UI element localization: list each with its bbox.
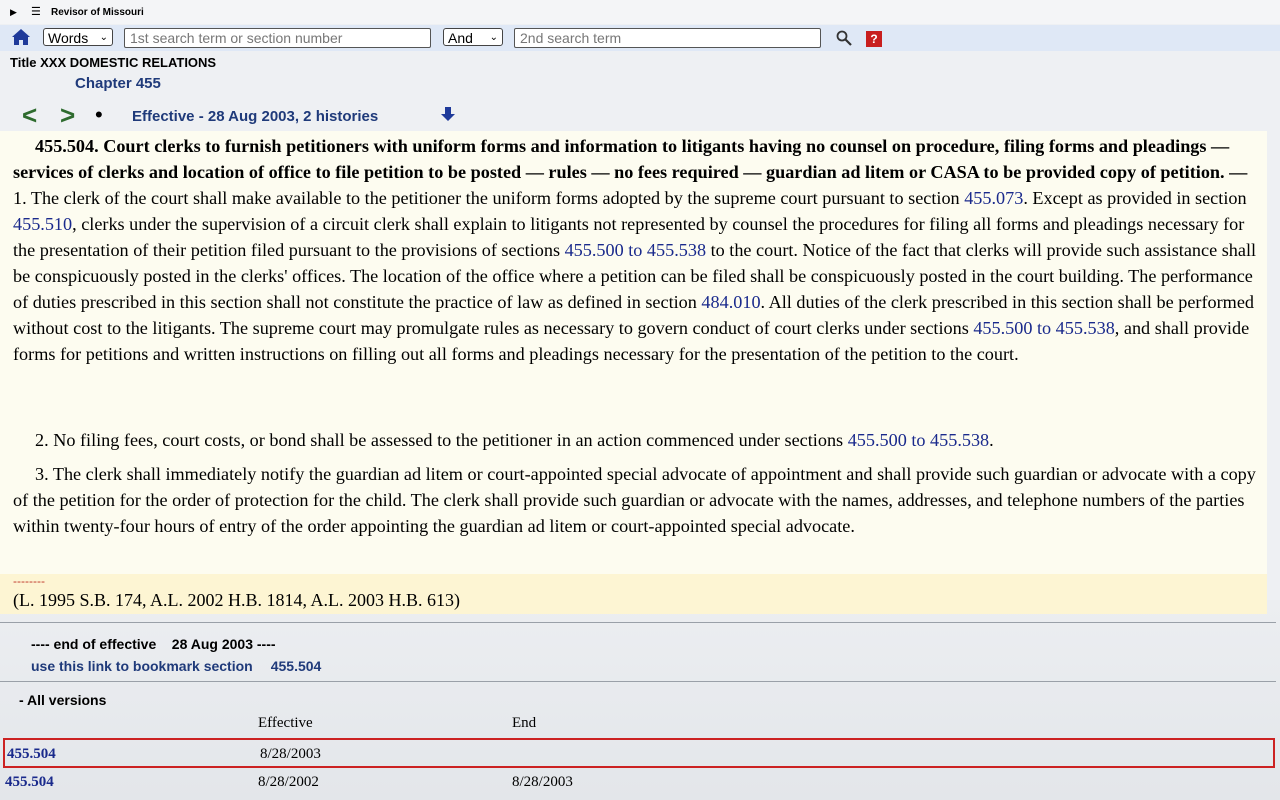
effective-date-link[interactable]: Effective - 28 Aug 2003, 2 histories [132, 108, 379, 125]
search-operator-select[interactable]: And ⌄ [443, 28, 503, 46]
current-dot-icon[interactable]: • [95, 102, 103, 127]
expand-triangle-icon[interactable]: ▶ [10, 7, 17, 17]
all-versions-toggle[interactable]: - All versions [19, 692, 107, 708]
version-end-date: 8/28/2003 [512, 774, 573, 790]
divider [0, 622, 1276, 623]
next-section-icon[interactable]: > [60, 100, 76, 130]
column-header-end: End [512, 715, 537, 731]
divider [0, 681, 1276, 682]
bookmark-link[interactable]: use this link to bookmark section 455.504 [31, 658, 322, 674]
link-455-073[interactable]: 455.073 [964, 188, 1024, 208]
link-455-510[interactable]: 455.510 [13, 214, 73, 234]
version-section-link[interactable]: 455.504 [7, 746, 56, 762]
section-nav [0, 100, 1280, 130]
version-row[interactable] [3, 768, 1275, 798]
search-icon[interactable] [836, 30, 852, 46]
end-of-effective: ---- end of effective 28 Aug 2003 ---- [31, 636, 276, 652]
menu-icon[interactable]: ☰ [31, 6, 41, 18]
history-divider: -------- [13, 574, 45, 588]
history-text: (L. 1995 S.B. 174, A.L. 2002 H.B. 1814, A.L. 2003 H.B. 613) [13, 590, 461, 610]
chapter-link[interactable]: Chapter 455 [75, 75, 161, 92]
version-section-link[interactable]: 455.504 [5, 774, 54, 790]
column-header-effective: Effective [258, 715, 313, 731]
section-heading: 455.504. Court clerks to furnish petitioners with uniform forms and information to litigants having no counsel on procedure, filing forms and pleadings — services of clerks and location of office to file petition to be posted — rules — no fees required — guardian ad litem or CASA to be provided copy of petition. — [13, 136, 1248, 182]
search-mode-select[interactable]: Words ⌄ [43, 28, 113, 46]
version-row-selected[interactable] [3, 738, 1275, 768]
paragraph-1: 455.504. Court clerks to furnish petitioners with uniform forms and information to litigants having no counsel on procedure, filing forms and pleadings — services of clerks and location of office to file petition to be posted — rules — no fees required — guardian ad litem or CASA to be provided copy of petition. — 1. The clerk of the court shall make available to the petitioner the uniform forms adopted by the supreme court pursuant to section 455.073. Except as provided in section 455.510, clerks under the supervision of a circuit clerk shall explain to litigants not represented by counsel the procedures for filing all forms and pleadings necessary for the presentation of their petition filed pursuant to the provisions of sections 455.500 to 455.538 to the court. Notice of the fact that clerks will provide such assistance shall be conspicuously posted in the clerks' offices. The location of the office where a petition can be filed shall be conspicuously posted in the court building. The performance of duties prescribed in this section shall not constitute the practice of law as defined in section 484.010. All duties of the clerk prescribed in this section shall be performed without cost to the litigants. The supreme court may promulgate rules as necessary to govern conduct of court clerks under sections 455.500 to 455.538, and shall provide forms for petitions and written instructions on filling out all forms and pleadings necessary for the presentation of the petition to the court. [13, 136, 1257, 364]
link-455-500-to-455-538[interactable]: 455.500 to 455.538 [847, 430, 990, 450]
search-term-2-input[interactable]: 2nd search term [514, 28, 821, 48]
link-484-010[interactable]: 484.010 [701, 292, 761, 312]
previous-section-icon[interactable]: < [22, 100, 38, 130]
home-icon[interactable] [11, 28, 31, 46]
link-455-500-to-455-538[interactable]: 455.500 to 455.538 [564, 240, 707, 260]
top-bar [0, 0, 1280, 24]
search-term-1-input[interactable]: 1st search term or section number [124, 28, 431, 48]
chevron-down-icon: ⌄ [99, 32, 108, 43]
chevron-down-icon: ⌄ [489, 32, 498, 43]
help-icon[interactable]: ? [866, 31, 882, 47]
arrow-down-icon[interactable] [440, 106, 456, 122]
section-text [0, 131, 1267, 574]
title-heading: Title XXX DOMESTIC RELATIONS [10, 55, 217, 70]
site-name: Revisor of Missouri [51, 7, 144, 18]
paragraph-2: 2. No filing fees, court costs, or bond shall be assessed to the petitioner in an action commenced under sections 455.500 to 455.538. [35, 430, 994, 450]
search-bar [0, 25, 1280, 51]
history-box [0, 574, 1267, 614]
version-effective-date: 8/28/2003 [260, 746, 321, 762]
link-455-500-to-455-538[interactable]: 455.500 to 455.538 [973, 318, 1115, 338]
version-effective-date: 8/28/2002 [258, 774, 319, 790]
paragraph-3: 3. The clerk shall immediately notify the guardian ad litem or court-appointed special advocate of appointment and shall provide such guardian or advocate with a copy of the petition for the order of protection for the child. The clerk shall provide such guardian or advocate with the names, addresses, and telephone numbers of the parties within twenty-four hours of entry of the order appointing the guardian ad litem or court-appointed special advocate. [13, 464, 1256, 536]
